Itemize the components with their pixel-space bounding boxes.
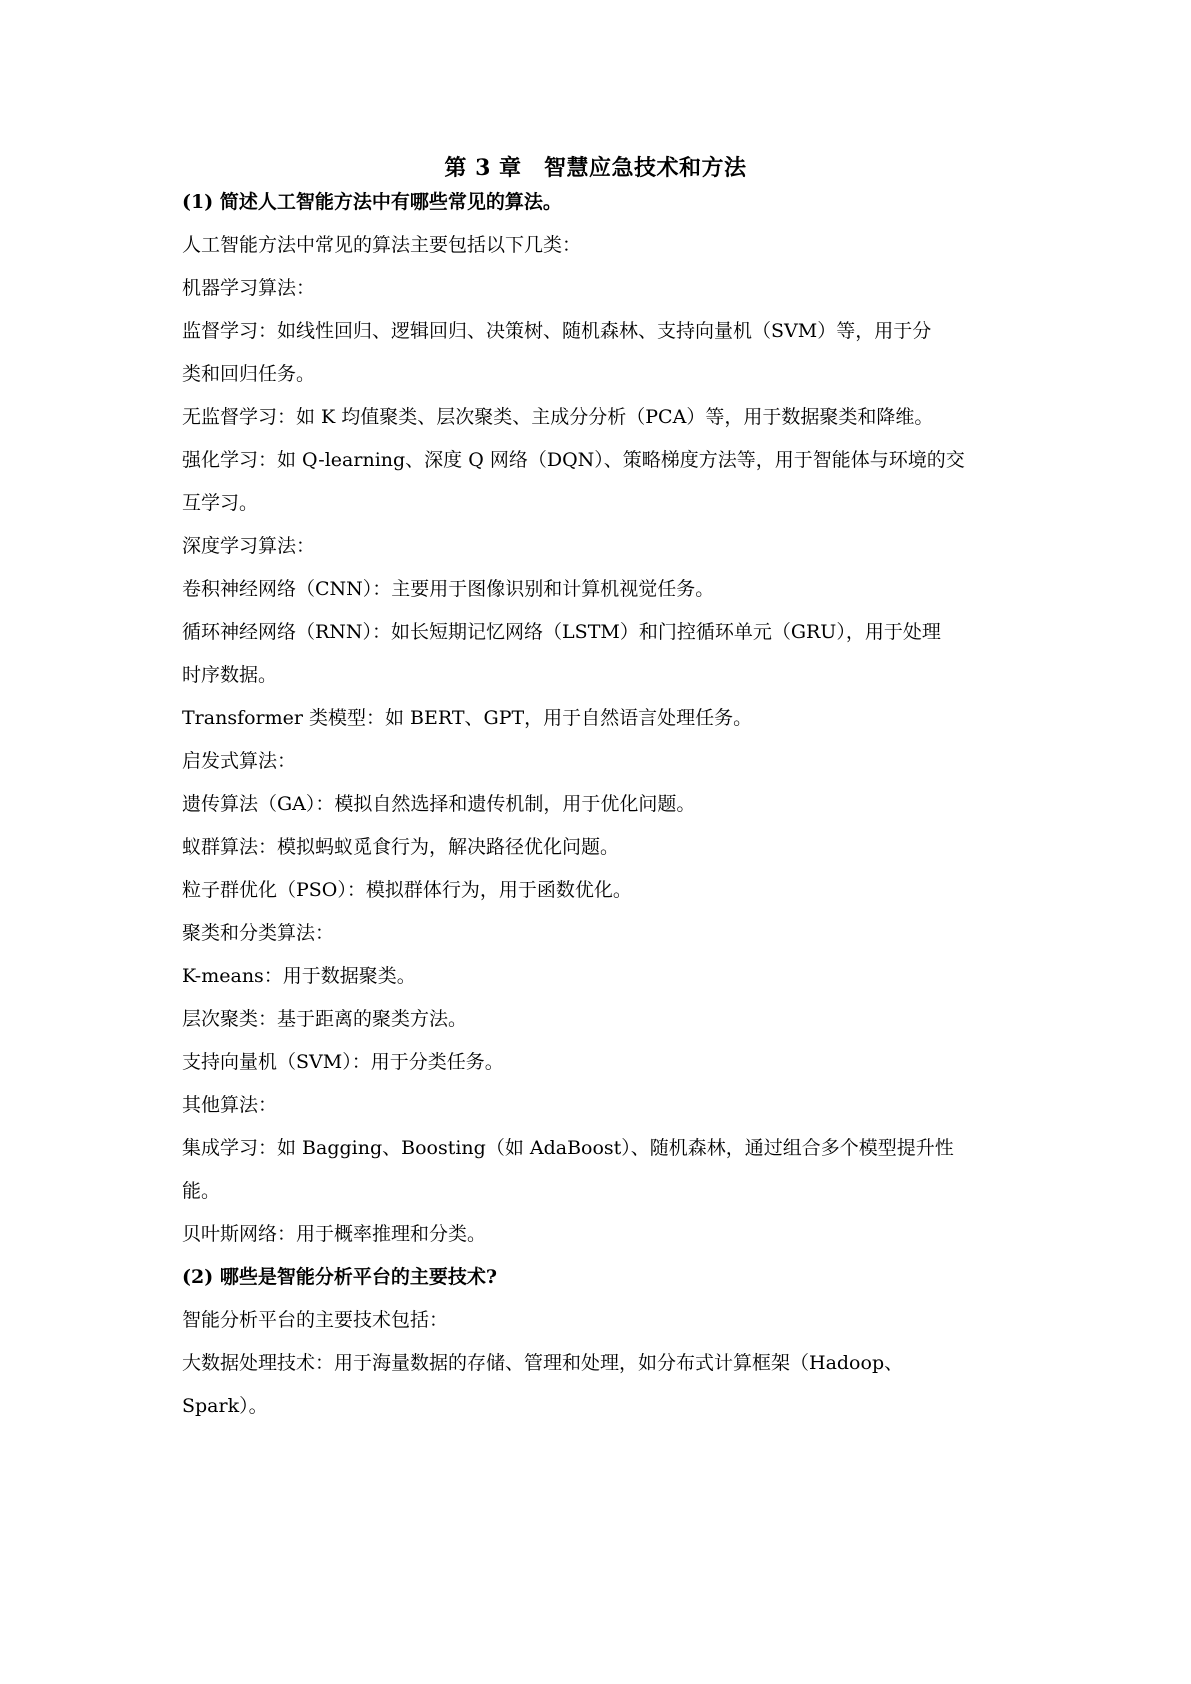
- paragraph-line: 人工智能方法中常见的算法主要包括以下几类：: [182, 234, 582, 256]
- paragraph-line: 智能分析平台的主要技术包括：: [182, 1309, 449, 1331]
- section-label: 启发式算法：: [182, 750, 297, 772]
- section-label: 其他算法：: [182, 1094, 278, 1116]
- paragraph-line: 集成学习：如 Bagging、Boosting（如 AdaBoost）、随机森林，通过组合多个模型提升性: [182, 1137, 954, 1159]
- paragraph-line: Transformer 类模型：如 BERT、GPT，用于自然语言处理任务。: [182, 707, 753, 729]
- paragraph-line: 类和回归任务。: [182, 363, 316, 385]
- paragraph-line: 贝叶斯网络：用于概率推理和分类。: [182, 1223, 487, 1245]
- paragraph-line: 能。: [182, 1180, 221, 1202]
- paragraph-line: 无监督学习：如 K 均值聚类、层次聚类、主成分分析（PCA）等，用于数据聚类和降维。: [182, 406, 934, 428]
- paragraph-line: 卷积神经网络（CNN）：主要用于图像识别和计算机视觉任务。: [182, 578, 715, 600]
- paragraph-line: 层次聚类：基于距离的聚类方法。: [182, 1008, 468, 1030]
- chapter-title: 第 3 章 智慧应急技术和方法: [444, 155, 747, 181]
- paragraph-line: 大数据处理技术：用于海量数据的存储、管理和处理，如分布式计算框架（Hadoop、: [182, 1352, 904, 1374]
- paragraph-line: 遗传算法（GA）：模拟自然选择和遗传机制，用于优化问题。: [182, 793, 696, 815]
- question-1-heading: (1) 简述人工智能方法中有哪些常见的算法。: [182, 191, 562, 213]
- paragraph-line: 时序数据。: [182, 664, 278, 686]
- section-label: 聚类和分类算法：: [182, 922, 335, 944]
- paragraph-line: Spark）。: [182, 1395, 268, 1417]
- section-label: 机器学习算法：: [182, 277, 316, 299]
- paragraph-line: 蚁群算法：模拟蚂蚁觅食行为，解决路径优化问题。: [182, 836, 620, 858]
- paragraph-line: 粒子群优化（PSO）：模拟群体行为，用于函数优化。: [182, 879, 632, 901]
- paragraph-line: 强化学习：如 Q-learning、深度 Q 网络（DQN）、策略梯度方法等，用于智能体与环境的交: [182, 449, 965, 471]
- paragraph-line: K-means：用于数据聚类。: [182, 965, 416, 987]
- section-label: 深度学习算法：: [182, 535, 316, 557]
- paragraph-line: 互学习。: [182, 492, 259, 514]
- paragraph-line: 监督学习：如线性回归、逻辑回归、决策树、随机森林、支持向量机（SVM）等，用于分: [182, 320, 932, 342]
- question-2-heading: (2) 哪些是智能分析平台的主要技术?: [182, 1266, 497, 1288]
- paragraph-line: 支持向量机（SVM）：用于分类任务。: [182, 1051, 504, 1073]
- paragraph-line: 循环神经网络（RNN）：如长短期记忆网络（LSTM）和门控循环单元（GRU），用于处理: [182, 621, 941, 643]
